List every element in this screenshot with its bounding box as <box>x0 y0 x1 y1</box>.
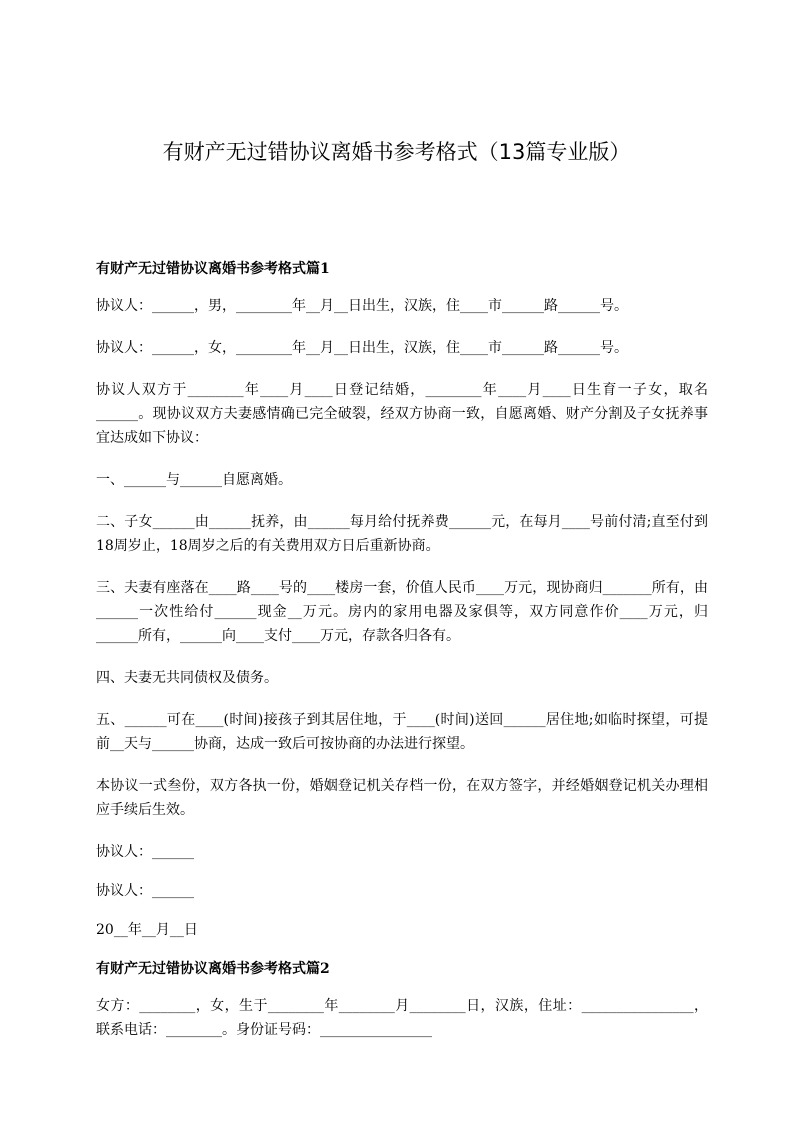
effectiveness-paragraph: 本协议一式叁份，双方各执一份，婚姻登记机关存档一份，在双方签字，并经婚姻登记机关办理相应手续后生效。 <box>96 778 708 818</box>
section-heading-1: 有财产无过错协议离婚书参考格式篇1 <box>96 261 330 277</box>
clause-2-child-custody: 二、子女______由______抚养，由______每月给付抚养费______元，在每月____号前付清;直至付到18周岁止，18周岁之后的有关费用双方日后重新协商。 <box>96 514 708 554</box>
clause-4-debts: 四、夫妻无共同债权及债务。 <box>96 670 278 686</box>
date-line: 20__年__月__日 <box>96 922 198 938</box>
signature-line-2: 协议人：______ <box>96 883 194 899</box>
clause-5-visitation: 五、______可在____(时间)接孩子到其居住地，于____(时间)送回______居住地;如临时探望，可提前__天与______协商，达成一致后可按协商的办法进行探望。 <box>96 712 708 752</box>
female-party-info-paragraph: 女方：________，女，生于________年________月________日，汉族，住址：________________，联系电话：________。身份证号码：________________ <box>96 998 708 1038</box>
document-body <box>96 257 708 1060</box>
marriage-background-paragraph: 协议人双方于________年____月____日登记结婚，________年____月____日生育一子女，取名______。现协议双方夫妻感情确已完全破裂，经双方协商一致，自愿离婚、财产分割及子女抚养事宜达成如下协议： <box>96 382 708 446</box>
signature-line-1: 协议人：______ <box>96 844 194 860</box>
document-title: 有财产无过错协议离婚书参考格式（13篇专业版） <box>162 140 631 164</box>
clause-1-divorce: 一、______与______自愿离婚。 <box>96 472 292 488</box>
party-female-paragraph: 协议人：______，女，________年__月__日出生，汉族，住____市______路______号。 <box>96 340 628 356</box>
section-heading-2: 有财产无过错协议离婚书参考格式篇2 <box>96 961 330 977</box>
party-male-paragraph: 协议人：______，男，________年__月__日出生，汉族，住____市______路______号。 <box>96 298 628 314</box>
clause-3-property: 三、夫妻有座落在____路____号的____楼房一套，价值人民币____万元，现协商归_______所有，由______一次性给付______现金__万元。房内的家用电器及家俱等，双方同意作价____万元，归______所有，______向____支付____万元，存款各归各有。 <box>96 580 708 644</box>
